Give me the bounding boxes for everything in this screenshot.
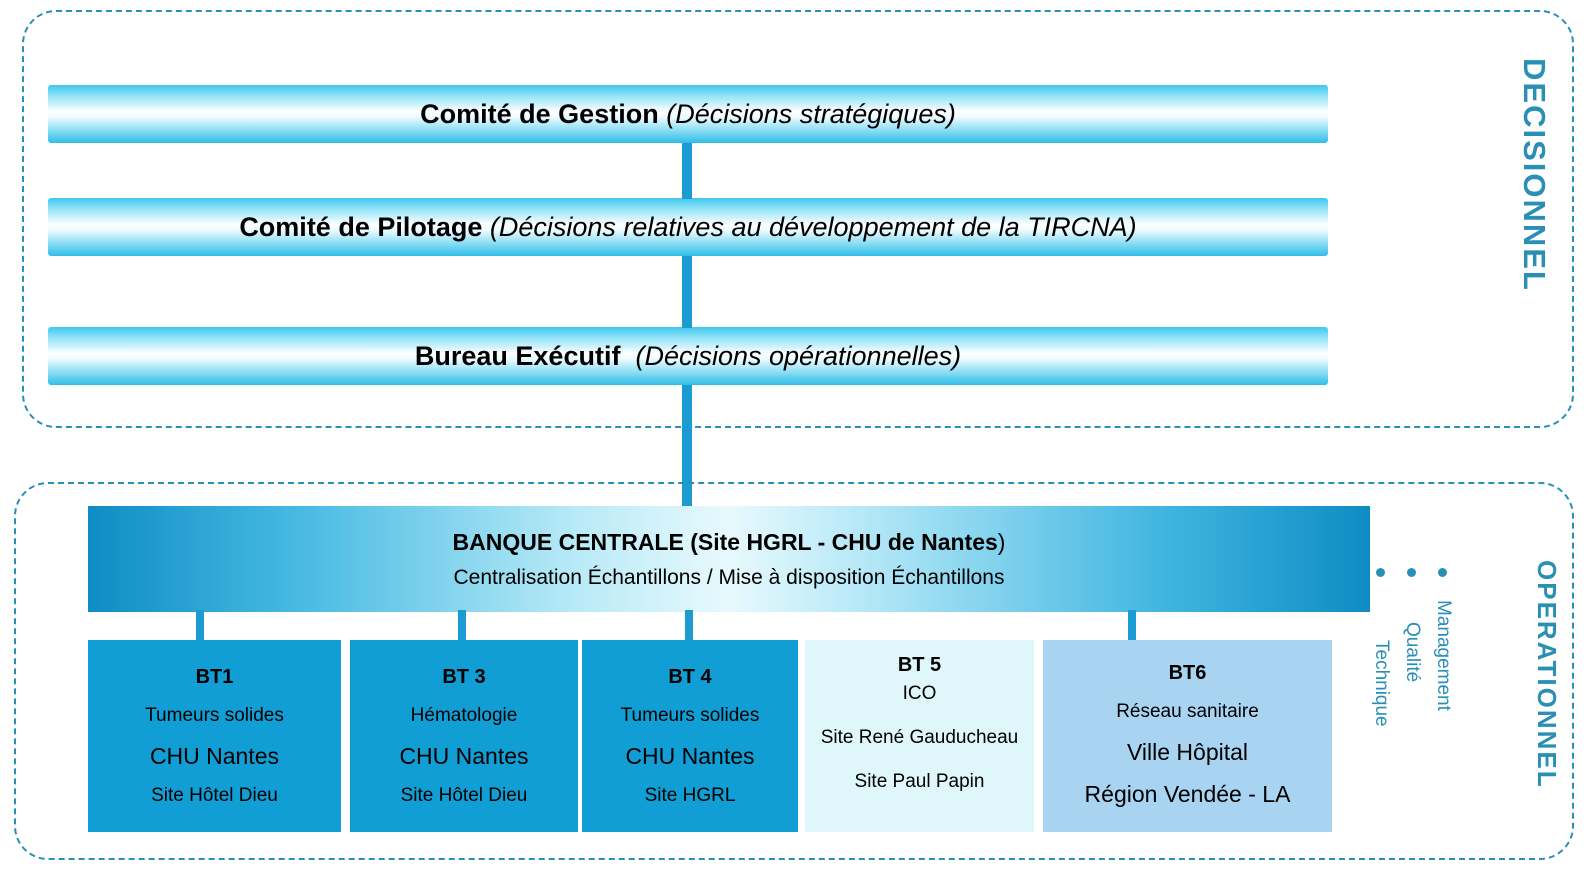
bt-box-bt6 xyxy=(1043,640,1332,832)
connector-bank-bt4 xyxy=(685,610,693,642)
bar-bureau-executif-subtitle: (Décisions opérationnelles) xyxy=(635,340,962,371)
bt-box-bt4-title: BT 4 xyxy=(668,666,712,688)
bt-box-bt3-line-3: Site Hôtel Dieu xyxy=(400,785,528,807)
bt-box-bt6-title: BT6 xyxy=(1168,662,1207,684)
bt-box-bt3-title: BT 3 xyxy=(442,666,486,688)
banque-centrale-title-tail: ) xyxy=(997,528,1006,555)
legend-dot-qualite xyxy=(1407,568,1416,577)
bt-box-bt1-line-3: Site Hôtel Dieu xyxy=(151,785,278,807)
bt-box-bt1-title: BT1 xyxy=(195,666,234,688)
legend-dot-technique xyxy=(1376,568,1385,577)
bar-bureau-executif-title: Bureau Exécutif xyxy=(414,340,621,371)
bt-box-bt3-line-2: CHU Nantes xyxy=(399,742,529,769)
panel-operationnel-label: OPERATIONNEL xyxy=(1532,560,1562,789)
bar-comite-de-pilotage-title: Comité de Pilotage xyxy=(239,211,483,242)
bt-box-bt5-line-1: ICO xyxy=(902,683,937,704)
bt-box-bt1-line-2: CHU Nantes xyxy=(149,742,280,769)
legend-label-technique: Technique xyxy=(1371,640,1392,727)
connector-bank-bt3 xyxy=(458,610,466,642)
bt-box-bt4 xyxy=(582,640,798,832)
bt-box-bt3-line-1: Hématologie xyxy=(410,705,518,726)
connector-bank-bt1 xyxy=(196,610,204,642)
connector-gestion-pilotage xyxy=(682,143,692,199)
bt-box-bt5-line-2: Site René Gauducheau xyxy=(820,726,1019,748)
bt-box-bt5 xyxy=(805,640,1034,832)
connector-bank-bt6 xyxy=(1128,610,1136,642)
connector-pilotage-bureau xyxy=(682,256,692,328)
bt-box-bt3 xyxy=(350,640,578,832)
bar-bureau-executif xyxy=(48,327,1328,385)
legend-dot-management xyxy=(1438,568,1447,577)
panel-decisionnel-label: DECISIONNEL xyxy=(1517,58,1552,292)
bar-bureau-executif-text xyxy=(415,341,961,372)
bt-box-bt5-title: BT 5 xyxy=(897,654,942,676)
bt-box-bt5-line-3: Site Paul Papin xyxy=(854,770,985,792)
bar-comite-de-gestion xyxy=(48,85,1328,143)
bt-box-bt4-line-2: CHU Nantes xyxy=(625,742,755,769)
bar-comite-de-gestion-text xyxy=(420,99,956,130)
legend-label-management: Management xyxy=(1433,600,1454,711)
bt-box-bt1 xyxy=(88,640,341,832)
bt-box-bt1-line-1: Tumeurs solides xyxy=(145,705,284,726)
legend-label-qualite: Qualité xyxy=(1402,622,1423,683)
bt-box-bt4-line-3: Site HGRL xyxy=(644,785,736,807)
bar-comite-de-pilotage-subtitle: (Décisions relatives au développement de la TIRCNA) xyxy=(489,211,1137,242)
bt-box-bt6-line-1: Réseau sanitaire xyxy=(1116,701,1259,722)
banque-centrale-box xyxy=(88,506,1370,612)
bt-box-bt6-line-3: Région Vendée - LA xyxy=(1084,781,1291,808)
banque-centrale-subtitle: Centralisation Échantillons / Mise à disposition Échantillons xyxy=(453,565,1005,589)
bar-comite-de-gestion-subtitle: (Décisions stratégiques) xyxy=(666,98,956,129)
banque-centrale-title-bold: BANQUE CENTRALE (Site HGRL - CHU de Nantes xyxy=(452,528,998,555)
bar-comite-de-pilotage-text xyxy=(239,212,1136,243)
bt-box-bt4-line-1: Tumeurs solides xyxy=(620,705,760,726)
bt-box-bt6-line-2: Ville Hôpital xyxy=(1126,738,1249,765)
banque-centrale-title xyxy=(453,529,1006,556)
bar-comite-de-pilotage xyxy=(48,198,1328,256)
bar-comite-de-gestion-title: Comité de Gestion xyxy=(420,98,659,129)
